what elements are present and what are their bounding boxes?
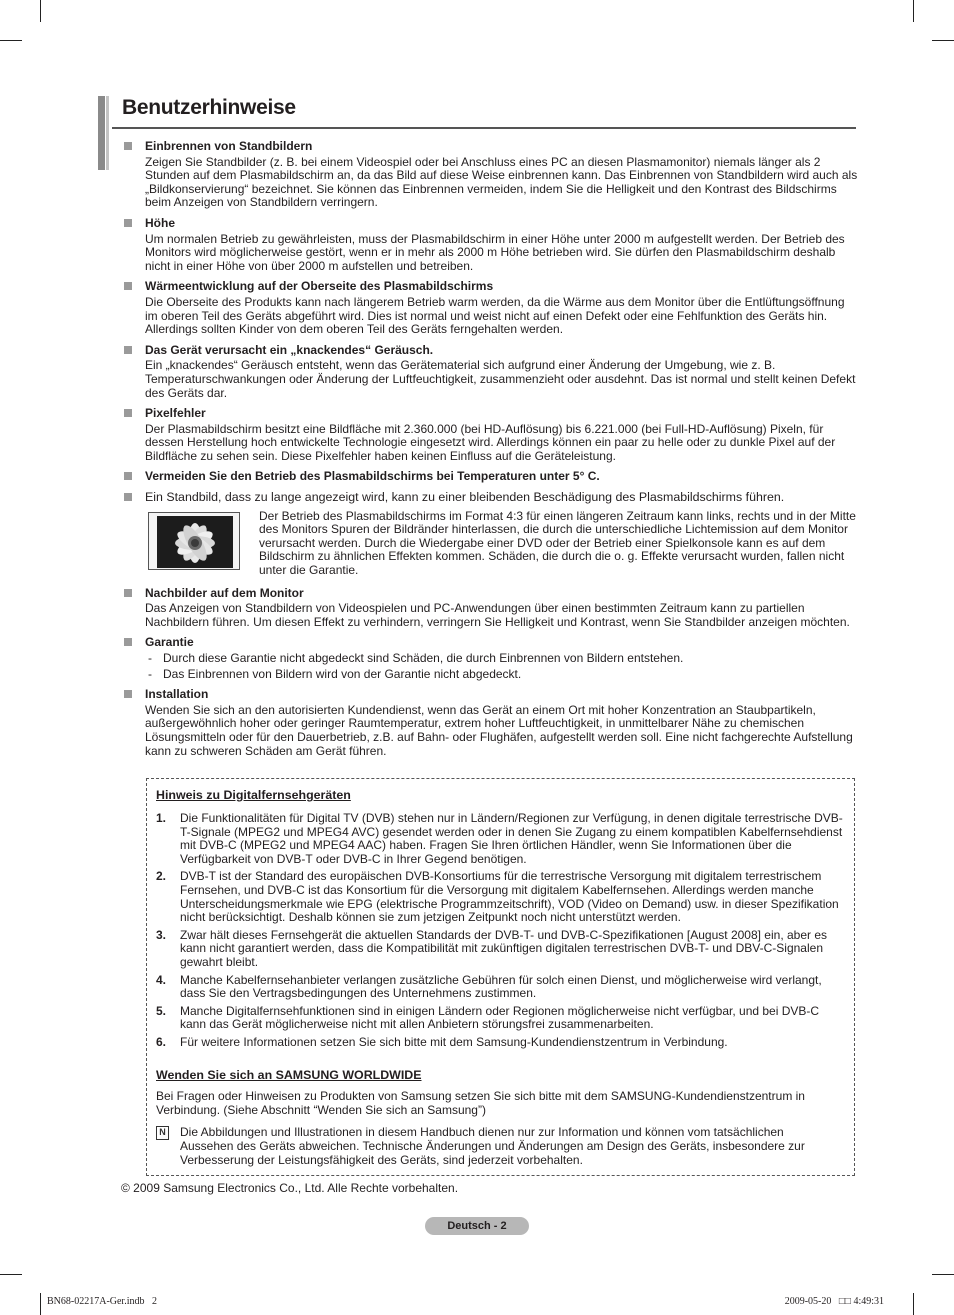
- item-title: Höhe: [145, 215, 175, 230]
- worldwide-text: Bei Fragen oder Hinweisen zu Produkten von Samsung setzen Sie sich bitte mit dem SAMSUNG-Kundendienstzentrum in Verbindung. (Siehe Abschnitt “Wenden Sie sich an Samsung”): [156, 1089, 805, 1117]
- list-item: [120, 217, 858, 273]
- crop-mark: [913, 0, 914, 22]
- item-body: Um normalen Betrieb zu gewährleisten, muss der Plasmabildschirm in einer Höhe unter 2000 m aufgestellt werden. Der Betrieb des Monitors wird möglicherweise gestört, wenn er in mehr als 2000 m Höhe betrieben wird. Sie dürfen den Plasmabildschirm deshalb nicht in einer Höhe von über 2000 m aufstellen und betreiben.: [145, 231, 845, 273]
- list-item: [120, 491, 858, 580]
- crop-mark: [932, 40, 954, 41]
- crop-mark: [40, 0, 41, 22]
- image-caption: Der Betrieb des Plasmabildschirms im Format 4:3 für einen längeren Zeitraum kann links, rechts und in der Mitte des Monitors Spuren der Bildränder hinterlassen, die durch die unterschiedliche Lichtemission auf dem Monitor verursacht werden. Durch die Wiedergabe einer DVD oder der Betrieb einer Spielkonsole kann es auf dem Bildschirm zu ähnlichen Effekten kommen. Schäden, die durch die o. g. Effekte verursacht wurden, fallen nicht unter die Garantie.: [259, 508, 856, 578]
- worldwide-heading: Wenden Sie sich an SAMSUNG WORLDWIDE: [156, 1068, 422, 1082]
- square-bullet-icon: [124, 142, 132, 150]
- numbered-item: 2. DVB-T ist der Standard des europäischen DVB-Konsortiums für die terrestrische Versorgung mit digitalem terrestrischem Fernsehen, und DVB-C ist das Konsortium für die Versorgung mit digitalem Kabelfernsehen. Allerdings werden manche Unterscheidungsmerkmale wie EPG (elektrische Programmzeitschrift), VOD (Video on Demand) usw. in dieser Spezifikation nicht berücksichtigt. Deshalb können sie zum jetzigen Zeitpunkt noch nicht unterstützt werden.: [156, 869, 839, 925]
- note-icon: N: [156, 1126, 169, 1140]
- numbered-item: 6. Für weitere Informationen setzen Sie sich bitte mit dem Samsung-Kundendienstzentrum in Verbindung.: [156, 1034, 728, 1049]
- crop-mark: [0, 40, 22, 41]
- list-item: [120, 140, 858, 210]
- item-title: Wärmeentwicklung auf der Oberseite des Plasmabildschirms: [145, 279, 494, 294]
- crop-mark: [913, 1293, 914, 1315]
- square-bullet-icon: [124, 589, 132, 597]
- crop-mark: [0, 1274, 22, 1275]
- dash-item: - Das Einbrennen von Bildern wird von der Garantie nicht abgedeckt.: [148, 666, 522, 681]
- square-bullet-icon: [124, 472, 132, 480]
- dash-list: [145, 652, 858, 681]
- digital-notice-list: [156, 812, 844, 1054]
- digital-notice-heading: Hinweis zu Digitalfernsehgeräten: [156, 788, 351, 802]
- item-body: Zeigen Sie Standbilder (z. B. bei einem Videospiel oder bei Anschluss eines PC an diesen Plasmamonitor) niemals länger als 2 Stunden auf dem Plasmabildschirm an, da das Bild auf diese Weise einbrennen kann. Das Einbrennen von Standbildern wird auch als „Bildkonservierung“ bezeichnet. Sie können das Einbrennen vermeiden, indem Sie die Helligkeit und den Kontrast des Bildschirms beim Anzeigen von Standbildern verringern.: [145, 154, 858, 210]
- item-title: Das Gerät verursacht ein „knackendes“ Geräusch.: [145, 342, 434, 357]
- numbered-item-text: Die Funktionalitäten für Digital TV (DVB) stehen nur in Ländern/Regionen zur Verfügung, in denen digitale terrestrische DVB-T-Signale (MPEG2 und MPEG4 AVC) gesendet werden oder in denen Sie Zugang zu einem kompatiblen Kabelfernsehdienst mit DVB-C (MPEG2 und MPEG4 AAC) haben. Fragen Sie Ihren örtlichen Händler, wenn Sie Informationen über die Verfügbarkeit von DVB-T oder DVB-C in Ihrer Gegend benötigen.: [180, 811, 843, 866]
- numbered-item: 4. Manche Kabelfernsehanbieter verlangen zusätzliche Gebühren für solch einen Dienst, und möglicherweise wird verlangt, dass Sie den Vertragsbedingungen des Unternehmens zustimmen.: [156, 972, 822, 1001]
- list-item: [120, 280, 858, 336]
- item-title: Nachbilder auf dem Monitor: [145, 585, 304, 600]
- list-item: [120, 587, 858, 630]
- square-bullet-icon: [124, 690, 132, 698]
- list-item: [120, 407, 858, 463]
- item-text: Ein Standbild, dass zu lange angezeigt wird, kann zu einer bleibenden Beschädigung des Plasmabildschirms führen.: [145, 490, 785, 505]
- digital-tv-notice-box: [146, 778, 855, 1176]
- footer-file-name: BN68-02217A-Ger.indb 2: [47, 1296, 157, 1307]
- footer-timestamp: 2009-05-20 □□ 4:49:31: [784, 1296, 884, 1307]
- title-rule: [112, 127, 856, 129]
- item-title: Pixelfehler: [145, 406, 206, 421]
- item-body: Ein „knackendes“ Geräusch entsteht, wenn das Gerätematerial sich aufgrund einer Änderung der Umgebung, wie z. B. Temperaturschwankungen oder Änderung der Luftfeuchtigkeit, zusammenzieht oder ausdehnt. Das ist normal und stellt keinen Defekt des Geräts dar.: [145, 358, 856, 400]
- item-title: Garantie: [145, 635, 194, 650]
- crop-mark: [40, 1293, 41, 1315]
- tv-flower-image: [148, 512, 240, 570]
- note-text: Die Abbildungen und Illustrationen in diesem Handbuch dienen nur zur Information und können vom tatsächlichen Aussehen des Geräts abweichen. Technische Änderungen und Änderungen am Design des Geräts, insbesondere zur Verbesserung der Leistungsfähigkeit des Geräts, sind jederzeit vorbehalten.: [180, 1125, 805, 1167]
- numbered-item-text: Zwar hält dieses Fernsehgerät die aktuellen Standards der DVB-T- und DVB-C-Spezifikationen [August 2008] ein, aber es kann nicht garantiert werden, dass die Kompatibilität mit zukünftigen digitalen terrestrischen DVB-T- und DBV-C-Signalen gewahrt bleibt.: [180, 927, 828, 969]
- item-title: Vermeiden Sie den Betrieb des Plasmabildschirms bei Temperaturen unter 5° C.: [145, 469, 600, 484]
- item-title: Installation: [145, 687, 209, 702]
- page-number-badge: Deutsch - 2: [425, 1217, 529, 1235]
- item-body: Das Anzeigen von Standbildern von Videospielen und PC-Anwendungen über einen bestimmten Zeitraum kann zu partiellen Nachbildern führen. Um diesen Effekt zu verhindern, verringern Sie Helligkeit und Kontrast, wenn Sie Standbilder anzeigen möchten.: [145, 601, 850, 629]
- title-accent-bars: [98, 96, 112, 170]
- square-bullet-icon: [124, 638, 132, 646]
- item-body: Der Plasmabildschirm besitzt eine Bildfläche mit 2.360.000 (bei HD-Auflösung) bis 6.221.000 (bei Full-HD-Auflösung) Pixeln, für dessen Herstellung hoch entwickelte Technologie eingesetzt wird. Allerdings können ein paar zu helle oder zu dunkle Pixel auf der Bildfläche zu sehen sein. Diese Pixelfehler haben keinen Einfluss auf die Geräteleistung.: [145, 421, 836, 463]
- dash-item: - Durch diese Garantie nicht abgedeckt sind Schäden, die durch Einbrennen von Bildern entstehen.: [148, 651, 684, 666]
- list-item: [120, 344, 858, 400]
- numbered-item: 1. Die Funktionalitäten für Digital TV (DVB) stehen nur in Ländern/Regionen zur Verfügung, in denen digitale terrestrische DVB-T-Signale (MPEG2 und MPEG4 AVC) gesendet werden oder in denen Sie Zugang zu einem kompatiblen Kabelfernsehdienst mit DVB-C (MPEG2 und MPEG4 AAC) haben. Fragen Sie Ihren örtlichen Händler, wenn Sie Informationen über die Verfügbarkeit von DVB-T oder DVB-C in Ihrer Gegend benötigen.: [156, 811, 843, 866]
- numbered-item: 3. Zwar hält dieses Fernsehgerät die aktuellen Standards der DVB-T- und DVB-C-Spezifikationen [August 2008] ein, aber es kann nicht garantiert werden, dass die Kompatibilität mit zukünftigen digitalen terrestrischen DVB-T- und DBV-C-Signalen gewahrt bleibt.: [156, 927, 828, 969]
- numbered-item-text: Manche Kabelfernsehanbieter verlangen zusätzliche Gebühren für solch einen Dienst, und möglicherweise wird verlangt, dass Sie den Vertragsbedingungen des Unternehmens zustimmen.: [180, 972, 822, 1001]
- item-title: Einbrennen von Standbildern: [145, 139, 313, 153]
- crop-mark: [932, 1274, 954, 1275]
- numbered-item-text: DVB-T ist der Standard des europäischen DVB-Konsortiums für die terrestrische Versorgung mit digitalem terrestrischem Fernsehen, und DVB-C ist das Konsortium für die Versorgung mit digitalem Kabelfernsehen. Allerdings werden manche Unterscheidungsmerkmale wie EPG (elektrische Programmzeitschrift), VOD (Video on Demand) usw. in dieser Spezifikation nicht berücksichtigt. Deshalb können sie zum jetzigen Zeitpunkt noch nicht unterstützt werden.: [180, 869, 839, 925]
- square-bullet-icon: [124, 346, 132, 354]
- image-note: [145, 510, 858, 580]
- copyright-text: © 2009 Samsung Electronics Co., Ltd. Alle Rechte vorbehalten.: [121, 1181, 459, 1195]
- square-bullet-icon: [124, 282, 132, 290]
- numbered-item-text: Für weitere Informationen setzen Sie sich bitte mit dem Samsung-Kundendienstzentrum in Verbindung.: [180, 1034, 728, 1049]
- page-title: Benutzerhinweise: [122, 96, 296, 119]
- dash-item-text: Das Einbrennen von Bildern wird von der Garantie nicht abgedeckt.: [163, 666, 522, 681]
- usage-notes: [120, 140, 858, 765]
- square-bullet-icon: [124, 219, 132, 227]
- square-bullet-icon: [124, 493, 132, 501]
- list-item: [120, 470, 858, 484]
- note-row: [156, 1125, 836, 1167]
- item-body: Wenden Sie sich an den autorisierten Kundendienst, wenn das Gerät an einem Ort mit hoher Konzentration an Staubpartikeln, außergewöhnlich hoher oder geringer Raumtemperatur, extrem hoher Luftfeuchtigkeit, in unmittelbarer Nähe zu chemischen Lösungsmitteln oder für den Dauerbetrieb, z.B. auf Bahn- oder Flughäfen, aufgestellt werden soll. Eine nicht fachgerechte Aufstellung kann zu schweren Schäden am Gerät führen.: [145, 702, 853, 758]
- dash-item-text: Durch diese Garantie nicht abgedeckt sind Schäden, die durch Einbrennen von Bildern entstehen.: [163, 651, 684, 666]
- flower-icon: [157, 516, 233, 568]
- numbered-item-text: Manche Digitalfernsehfunktionen sind in einigen Ländern oder Regionen möglicherweise nicht verfügbar, und bei DVB-C kann das Gerät möglicherweise nicht mit allen Anbietern störungsfrei zusammenarbeiten.: [180, 1003, 820, 1032]
- item-body: Die Oberseite des Produkts kann nach längerem Betrieb warm werden, da die Wärme aus dem Monitor über die Entlüftungsöffnung im oberen Teil des Geräts abgeführt wird. Dies ist normal und weist nicht auf einen Defekt oder eine Fehlfunktion des Geräts hin. Allerdings sollten Kinder von dem oberen Teil des Geräts ferngehalten werden.: [145, 294, 845, 337]
- list-item: [120, 636, 858, 681]
- list-item: [120, 688, 858, 758]
- square-bullet-icon: [124, 409, 132, 417]
- numbered-item: 5. Manche Digitalfernsehfunktionen sind in einigen Ländern oder Regionen möglicherweise nicht verfügbar, und bei DVB-C kann das Gerät möglicherweise nicht mit allen Anbietern störungsfrei zusammenarbeiten.: [156, 1003, 820, 1032]
